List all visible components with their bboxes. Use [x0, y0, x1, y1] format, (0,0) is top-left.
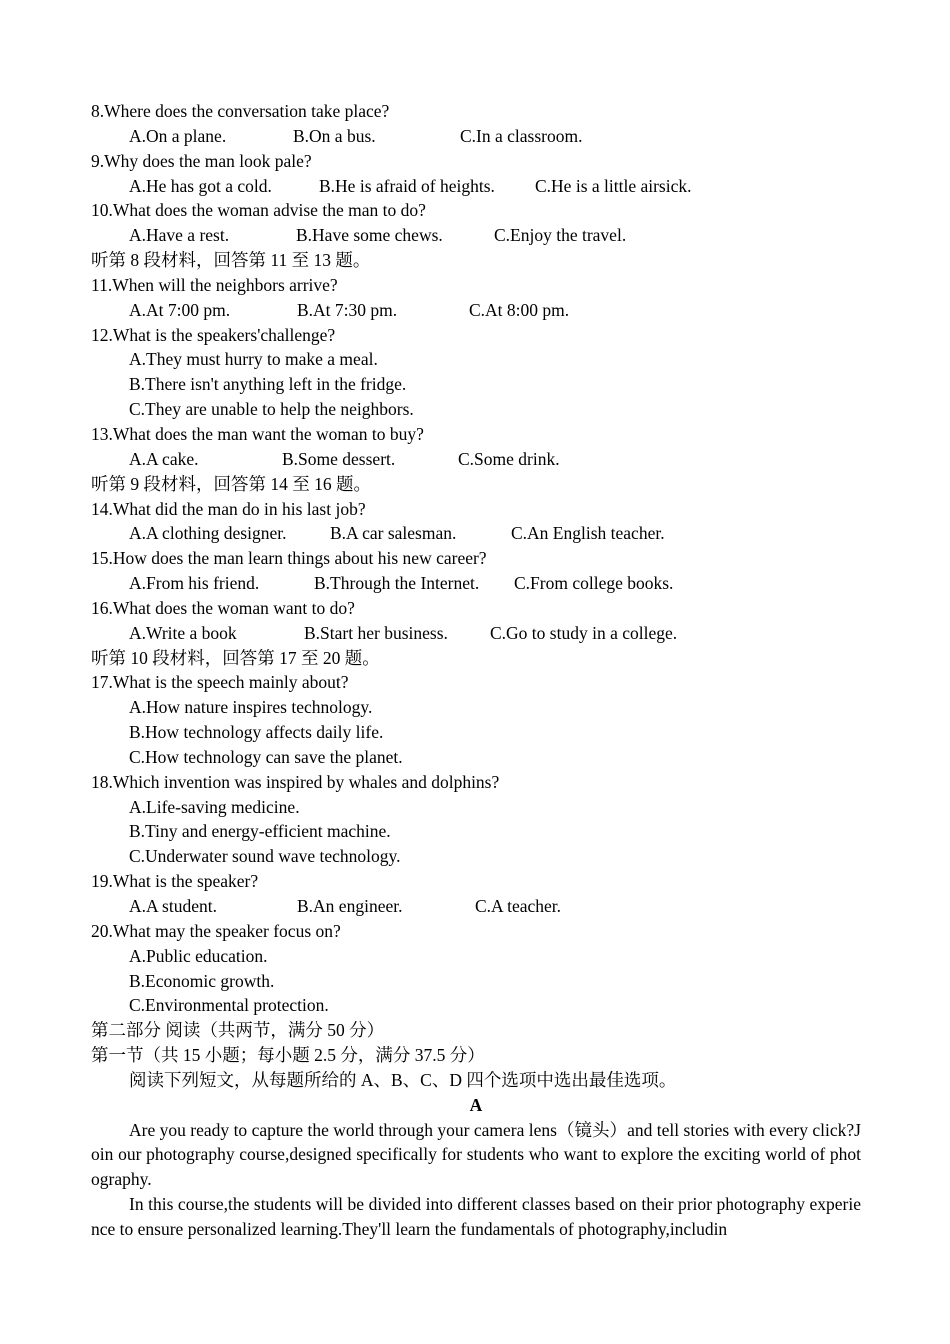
option-b: B.He is afraid of heights. [319, 175, 495, 196]
option-a: A.They must hurry to make a meal. [129, 349, 378, 370]
option-a: A.A clothing designer. [129, 523, 287, 544]
option-a: A.From his friend. [129, 573, 260, 594]
option-a: A.At 7:00 pm. [129, 299, 231, 320]
option-a: A.A student. [129, 896, 217, 916]
passage-paragraph-2: In this course,the students will be divided into different classes based on their prior photography experience to ensure personalized learning.They'll learn the fundamentals of photography,includin [91, 1194, 861, 1239]
section-heading-10: 听第 10 段材料，回答第 17 至 20 题。 [91, 647, 380, 668]
options-14 [91, 521, 861, 546]
option-c: C.They are unable to help the neighbors. [129, 399, 414, 420]
option-c: C.Go to study in a college. [490, 622, 678, 643]
option-c: C.Underwater sound wave technology. [129, 846, 401, 867]
option-b: B.How technology affects daily life. [129, 722, 384, 743]
option-b: B.Some dessert. [282, 448, 396, 469]
options-13 [91, 447, 861, 472]
section-heading-8: 听第 8 段材料，回答第 11 至 13 题。 [91, 250, 371, 271]
option-c: C.Environmental protection. [129, 995, 329, 1016]
part-title: 第二部分 阅读（共两节，满分 50 分） [91, 1020, 385, 1041]
passage-label: A [469, 1094, 483, 1115]
section-heading-9: 听第 9 段材料，回答第 14 至 16 题。 [91, 473, 371, 494]
question-16: 16.What does the woman want to do? [91, 597, 355, 618]
options-8 [91, 124, 861, 149]
option-b: B.An engineer. [297, 896, 403, 916]
options-19 [91, 894, 861, 919]
section-title: 第一节（共 15 小题；每小题 2.5 分，满分 37.5 分） [91, 1045, 485, 1066]
option-b: B.At 7:30 pm. [297, 299, 398, 320]
option-b: B.Economic growth. [129, 970, 275, 991]
question-17: 17.What is the speech mainly about? [91, 672, 349, 693]
options-16 [91, 621, 861, 646]
option-c: C.From college books. [514, 573, 674, 594]
question-15: 15.How does the man learn things about his new career? [91, 548, 487, 569]
option-a: A.Public education. [129, 945, 268, 966]
option-c: C.An English teacher. [511, 523, 665, 544]
options-11 [91, 298, 861, 323]
option-b: B.Start her business. [304, 622, 448, 643]
option-c: C.At 8:00 pm. [469, 299, 570, 320]
option-c: C.He is a little airsick. [535, 175, 692, 196]
question-19: 19.What is the speaker? [91, 871, 259, 892]
passage-paragraph-1: Are you ready to capture the world through your camera lens（镜头）and tell stories with every click?Join our photography course,designed specifically for students who want to explore the exciting world of photography. [91, 1119, 861, 1190]
option-b: B.Tiny and energy-efficient machine. [129, 821, 391, 842]
option-c: C.How technology can save the planet. [129, 746, 403, 767]
question-11: 11.When will the neighbors arrive? [91, 274, 338, 295]
question-10: 10.What does the woman advise the man to do? [91, 200, 426, 221]
question-9: 9.Why does the man look pale? [91, 150, 312, 171]
option-a: A.A cake. [129, 448, 199, 469]
option-a: A.He has got a cold. [129, 175, 272, 196]
option-b: B.A car salesman. [330, 523, 457, 544]
options-9 [91, 174, 861, 199]
option-c: C.In a classroom. [460, 125, 583, 146]
option-a: A.Have a rest. [129, 225, 230, 246]
option-b: B.Have some chews. [296, 225, 443, 246]
option-b: B.Through the Internet. [314, 573, 480, 594]
question-18: 18.Which invention was inspired by whales and dolphins? [91, 771, 500, 792]
option-b: B.On a bus. [293, 125, 376, 146]
options-10 [91, 223, 861, 248]
option-c: C.A teacher. [475, 896, 562, 916]
instruction: 阅读下列短文，从每题所给的 A、B、C、D 四个选项中选出最佳选项。 [129, 1069, 677, 1090]
option-a: A.Write a book [129, 622, 237, 643]
question-12: 12.What is the speakers'challenge? [91, 324, 336, 345]
option-a: A.Life-saving medicine. [129, 796, 300, 817]
option-c: C.Enjoy the travel. [494, 225, 627, 246]
question-14: 14.What did the man do in his last job? [91, 498, 366, 519]
option-c: C.Some drink. [458, 448, 560, 469]
option-a: A.On a plane. [129, 125, 227, 146]
options-15 [91, 571, 861, 596]
question-8: 8.Where does the conversation take place? [91, 101, 390, 121]
option-b: B.There isn't anything left in the fridge. [129, 374, 407, 395]
document-page [91, 99, 861, 1242]
option-a: A.How nature inspires technology. [129, 697, 373, 718]
question-20: 20.What may the speaker focus on? [91, 920, 341, 941]
question-13: 13.What does the man want the woman to buy? [91, 423, 424, 444]
